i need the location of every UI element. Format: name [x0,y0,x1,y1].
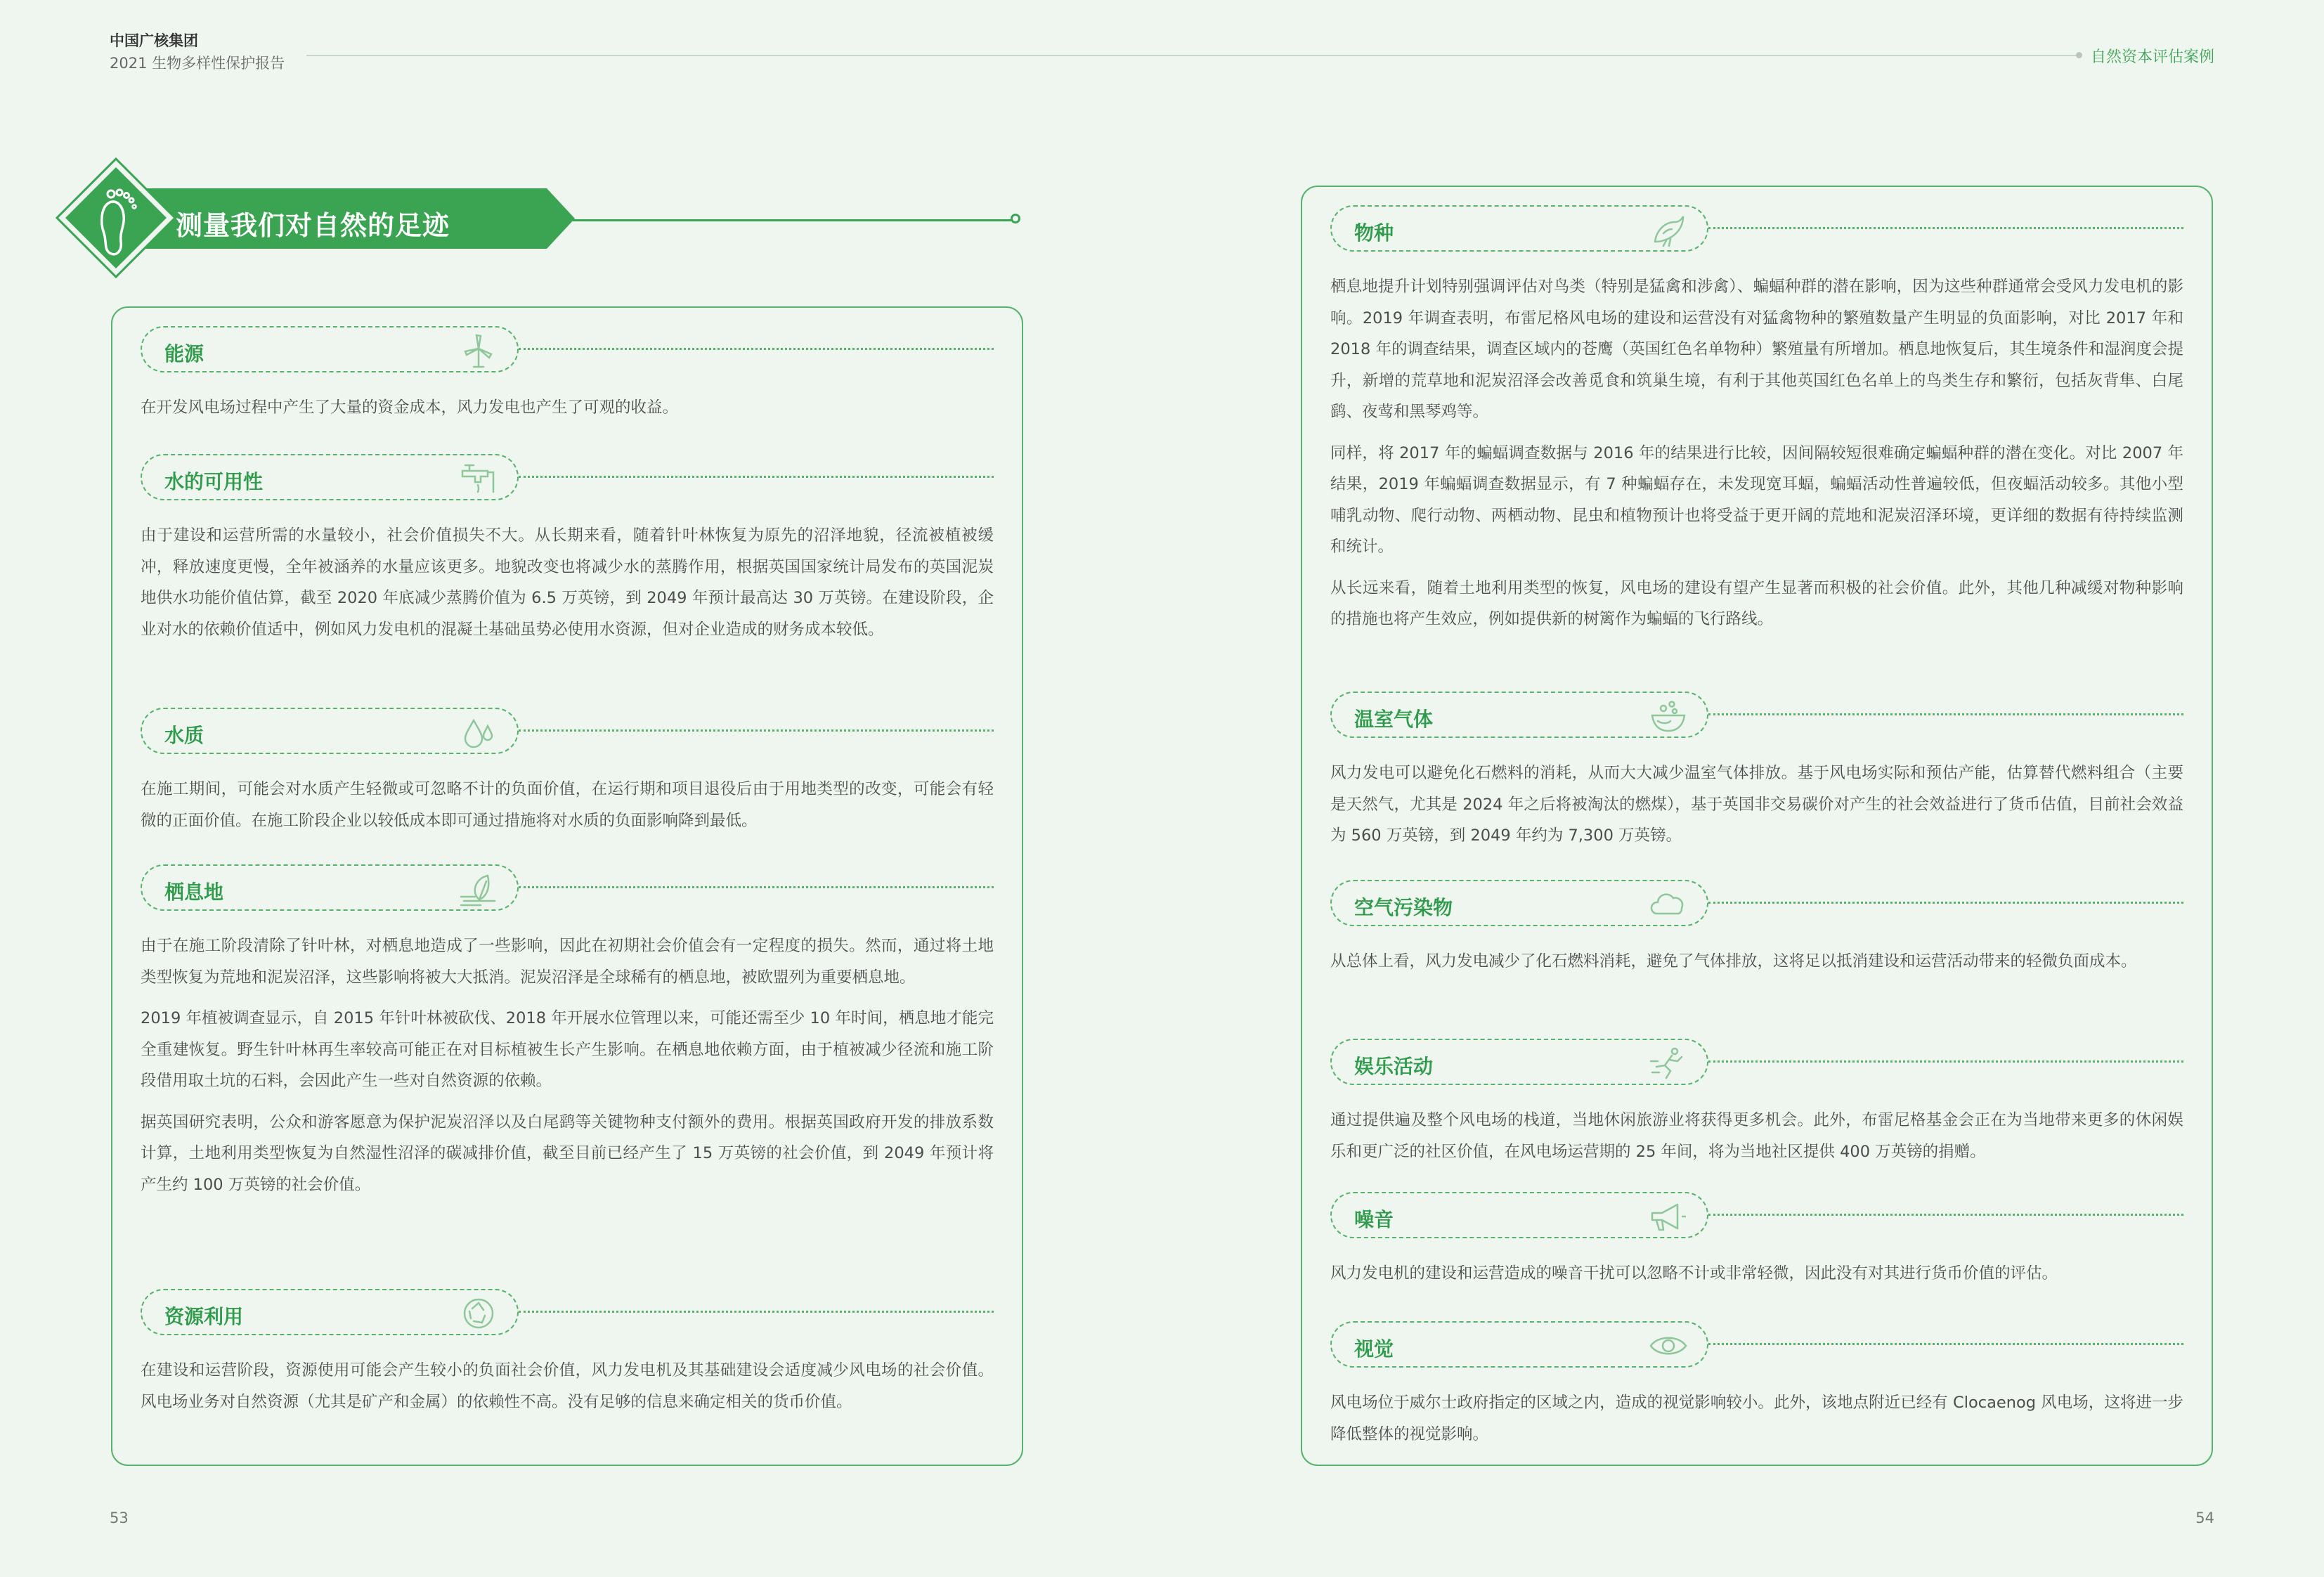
section-recreation [1330,1039,2183,1167]
megaphone-icon [1649,1199,1687,1234]
section-paragraph: 据英国研究表明，公众和游客愿意为保护泥炭沼泽以及白尾鹞等关键物种支付额外的费用。根据英国政府开发的排放系数计算，土地利用类型恢复为自然湿性沼泽的碳减排价值，截至目前已经产生了 15 万英镑的社会价值，到 2049 年预计将产生约 100 万英镑的社会价值。 [141,1112,994,1194]
section-title: 空气污染物 [1354,896,1453,919]
faucet-icon [460,461,498,496]
section-leader-line [519,1311,994,1313]
section-air-pollutants [1330,880,2183,978]
section-title: 栖息地 [164,881,224,904]
banner-leader-line [520,219,1015,221]
section-paragraph: 风电场位于威尔士政府指定的区域之内，造成的视觉影响较小。此外，该地点附近已经有 Clocaenog 风电场，这将进一步降低整体的视觉影响。 [1330,1394,2183,1443]
wind-turbine-icon [460,333,498,368]
section-pill [141,454,519,500]
section-pill [1330,1192,1708,1238]
footprint-icon [55,156,178,279]
bird-icon [1649,212,1687,247]
section-banner [56,160,562,287]
section-paragraph: 风力发电机的建设和运营造成的噪音干扰可以忽略不计或非常轻微，因此没有对其进行货币价值的评估。 [1330,1264,2058,1283]
section-pill [141,326,519,372]
section-water-availability [141,454,994,645]
section-paragraph: 风力发电可以避免化石燃料的消耗，从而大大减少温室气体排放。基于风电场实际和预估产能，估算替代燃料组合（主要是天然气，尤其是 2024 年之后将被淘汰的燃煤），基于英国非交易碳价对产生的社会效益进行了货币估值，目前社会效益为 560 万英镑，到 2049 年约为 7,300 万英镑。 [1330,764,2183,845]
cloud-icon [1649,887,1687,922]
banner-leader-dot [1011,214,1020,223]
section-title: 视觉 [1354,1337,1394,1361]
leaf-habitat-icon [460,871,498,907]
section-paragraph: 2019 年植被调查显示，自 2015 年针叶林被砍伐、2018 年开展水位管理以来，可能还需至少 10 年时间，栖息地才能完全重建恢复。野生针叶林再生率较高可能正在对目标植被生长产生影响。在栖息地依赖方面，由于植被减少径流和施工阶段借用取土坑的石料，会因此产生一些对自然资源的依赖。 [141,1009,994,1090]
section-leader-line [519,886,994,888]
eye-icon [1649,1328,1687,1363]
section-leader-line [1708,1343,2183,1345]
section-paragraph: 在开发风电场过程中产生了大量的资金成本，风力发电也产生了可观的收益。 [141,398,679,417]
section-paragraph: 由于在施工阶段清除了针叶林，对栖息地造成了一些影响，因此在初期社会价值会有一定程度的损失。然而，通过将土地类型恢复为荒地和泥炭沼泽，这些影响将被大大抵消。泥炭沼泽是全球稀有的栖息地，被欧盟列为重要栖息地。 [141,937,994,987]
section-paragraph: 从总体上看，风力发电减少了化石燃料消耗，避免了气体排放，这将足以抵消建设和运营活动带来的轻微负面成本。 [1330,952,2137,971]
section-pill [141,708,519,754]
header-rule [306,55,2078,56]
section-pill [141,1289,519,1335]
section-title: 能源 [164,342,205,365]
section-species [1330,205,2183,635]
section-leader-line [1708,713,2183,715]
right-panel [1301,186,2213,1466]
section-visual [1330,1321,2183,1450]
left-panel [111,306,1023,1466]
section-pill [1330,1039,1708,1085]
section-title: 水质 [164,724,205,747]
page-number-right: 54 [2195,1510,2214,1526]
section-leader-line [1708,902,2183,904]
section-paragraph: 栖息地提升计划特别强调评估对鸟类（特别是猛禽和涉禽）、蝙蝠种群的潜在影响，因为这些种群通常会受风力发电机的影响。2019 年调查表明，布雷尼格风电场的建设和运营没有对猛禽物种的繁殖数量产生明显的负面影响，对比 2017 年和 2018 年的调查结果，调查区域内的苍鹰（英国红色名单物种）繁殖量有所增加。栖息地恢复后，其生境条件和湿润度会提升，新增的荒草地和泥炭沼泽会改善觅食和筑巢生境，有利于其他英国红色名单上的鸟类生存和繁衍，包括灰背隼、白尾鹞、夜莺和黑琴鸡等。 [1330,278,2183,421]
section-greenhouse-gas [1330,692,2183,852]
section-paragraph: 在施工期间，可能会对水质产生轻微或可忽略不计的负面价值，在运行期和项目退役后由于用地类型的改变，可能会有轻微的正面价值。在施工阶段企业以较低成本即可通过措施将对水质的负面影响降到最低。 [141,780,994,830]
section-leader-line [1708,1060,2183,1063]
section-leader-line [519,729,994,732]
greenhouse-gas-icon [1649,699,1687,734]
banner-title: 测量我们对自然的足迹 [176,210,450,241]
section-pill [141,864,519,911]
section-paragraph: 同样，将 2017 年的蝙蝠调查数据与 2016 年的结果进行比较，因间隔较短很难确定蝙蝠种群的潜在变化。对比 2007 年结果，2019 年蝙蝠调查数据显示，有 7 种蝙蝠存在，未发现宽耳蝠，蝙蝠活动性普遍较低，但夜蝠活动较多。其他小型哺乳动物、爬行动物、两栖动物、昆虫和植物预计也将受益于更开阔的荒地和泥炭沼泽环境，更详细的数据有待持续监测和统计。 [1330,443,2183,556]
section-title: 娱乐活动 [1354,1055,1434,1078]
section-habitat [141,864,994,1200]
section-leader-line [1708,227,2183,229]
section-paragraph: 从长远来看，随着土地利用类型的恢复，风电场的建设有望产生显著而积极的社会价值。此外，其他几种减缓对物种影响的措施也将产生效应，例如提供新的树篱作为蝙蝠的飞行路线。 [1330,578,2183,628]
section-pill [1330,692,1708,738]
section-noise [1330,1192,2183,1290]
section-paragraph: 由于建设和运营所需的水量较小，社会价值损失不大。从长期来看，随着针叶林恢复为原先的沼泽地貌，径流被植被缓冲，释放速度更慢，全年被涵养的水量应该更多。地貌改变也将减少水的蒸腾作用，根据英国国家统计局发布的英国泥炭地供水功能价值估算，截至 2020 年底减少蒸腾价值为 6.5 万英镑，到 2049 年预计最高达 30 万英镑。在建设阶段，企业对水的依赖价值适中，例如风力发电机的混凝土基础虽势必使用水资源，但对企业造成的财务成本较低。 [141,526,994,639]
section-resource-use [141,1289,994,1417]
section-paragraph: 在建设和运营阶段，资源使用可能会产生较小的负面社会价值，风力发电机及其基础建设会适度减少风电场的社会价值。风电场业务对自然资源（尤其是矿产和金属）的依赖性不高。没有足够的信息来确定相关的货币价值。 [141,1361,994,1411]
section-leader-line [519,476,994,478]
running-person-icon [1649,1046,1687,1081]
section-energy [141,326,994,424]
header-section-name: 自然资本评估案例 [2090,48,2214,66]
recycle-icon [460,1296,498,1331]
water-drops-icon [460,715,498,750]
section-leader-line [1708,1214,2183,1216]
section-title: 噪音 [1354,1208,1394,1231]
section-leader-line [519,348,994,350]
section-title: 资源利用 [164,1305,244,1328]
section-title: 温室气体 [1354,708,1434,731]
section-water-quality [141,708,994,836]
section-pill [1330,1321,1708,1368]
header-report-title: 2021 生物多样性保护报告 [110,55,285,72]
section-title: 水的可用性 [164,470,264,493]
section-pill [1330,880,1708,926]
header-organization: 中国广核集团 [110,32,198,49]
page-number-left: 53 [110,1510,129,1526]
section-title: 物种 [1354,221,1394,245]
section-pill [1330,205,1708,252]
section-paragraph: 通过提供遍及整个风电场的栈道，当地休闲旅游业将获得更多机会。此外，布雷尼格基金会正在为当地带来更多的休闲娱乐和更广泛的社区价值，在风电场运营期的 25 年间，将为当地社区提供 400 万英镑的捐赠。 [1330,1111,2183,1161]
